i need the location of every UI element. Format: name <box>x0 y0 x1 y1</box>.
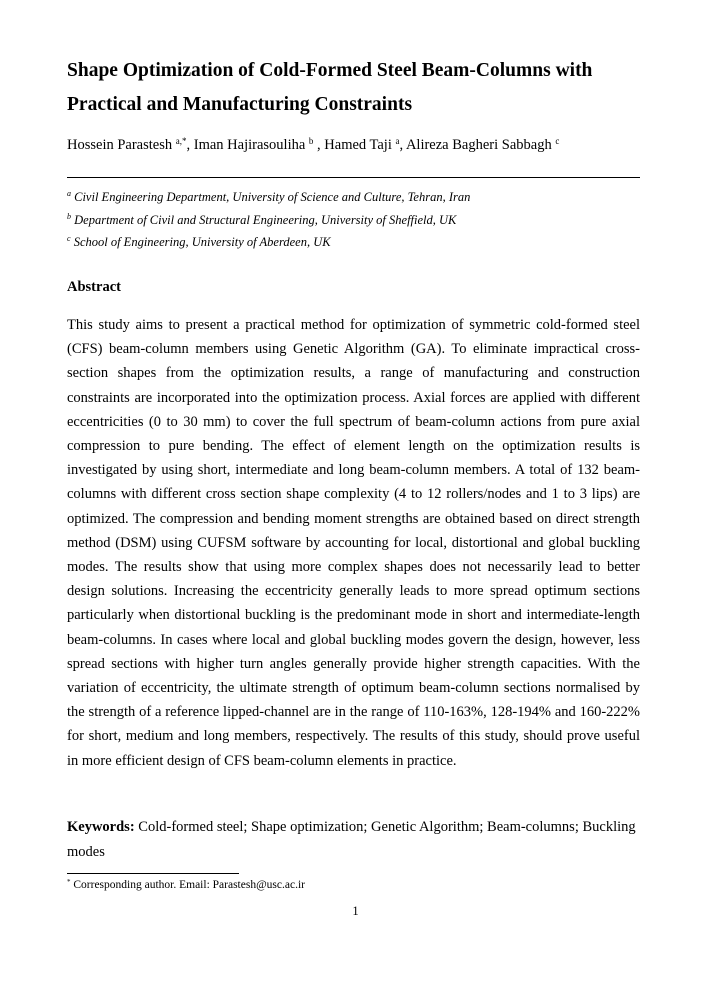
author-list <box>67 137 559 154</box>
affiliation-c: $^c$ School of Engineering, University of Aberdeen, UK <box>67 234 331 249</box>
keywords <box>67 815 640 864</box>
keywords-label: Keywords: <box>67 819 135 835</box>
footnote-mark: * <box>67 878 71 886</box>
footnote-divider <box>67 873 239 874</box>
page-number: 1 <box>352 904 359 918</box>
paper-title: Shape Optimization of Cold-Formed Steel Beam-Columns with Practical and Manufacturing Constraints <box>67 60 593 115</box>
keywords-text: Cold-formed steel; Shape optimization; Genetic Algorithm; Beam-columns; Buckling modes <box>67 819 636 860</box>
affiliation-a: $^a$ Civil Engineering Department, University of Science and Culture, Tehran, Iran <box>67 189 471 204</box>
abstract-body: This study aims to present a practical method for optimization of symmetric cold-formed steel (CFS) beam-column members using Genetic Algorithm (GA). To eliminate impractical cross-section shapes from the optimization results, a range of manufacturing and construction constraints are incorporated into the optimization process. Axial forces are applied with different eccentricities (0 to 30 mm) to cover the full spectrum of beam-column actions from pure axial compression to pure bending. The effect of element length on the optimization results is investigated by using short, intermediate and long beam-column members. A total of 132 beam-columns with different cross section shape complexity (4 to 12 rollers/nodes and 1 to 3 lips) are optimized. The compression and bending moment strengths are obtained based on direct strength method (DSM) using CUFSM software by accounting for local, distortional and global buckling modes. The results show that using more complex shapes does not necessarily lead to better design solutions. Increasing the eccentricity generally leads to more spread optimum sections particularly when distortional buckling is the predominant mode in short and intermediate-length beam-columns. In cases where local and global buckling modes govern the design, however, less spread sections with higher turn angles generally provide higher strength capacities. With the variation of eccentricity, the ultimate strength of optimum beam-column sections normalised by the strength of a reference lipped-channel are in the range of 110-163%, 128-194% and 160-222% for short, medium and long members, respectively. The results of this study, should prove useful in more efficient design of CFS beam-column elements in practice. <box>67 317 640 769</box>
footnote-text: Corresponding author. Email: Parastesh@usc.ac.ir <box>70 879 305 891</box>
footnote <box>67 879 305 891</box>
author: Hossein Parastesh $^{a,*}$, <box>67 136 194 153</box>
header-divider <box>67 177 640 178</box>
affiliation-b: $^b$ Department of Civil and Structural Engineering, University of Sheffield, UK <box>67 212 457 227</box>
author: Alireza Bagheri Sabbagh $^c$ <box>405 136 560 153</box>
author: Hamed Taji $^a$, <box>324 136 406 153</box>
author: Iman Hajirasouliha $^b$ , <box>193 136 325 153</box>
abstract-heading: Abstract <box>67 279 121 295</box>
